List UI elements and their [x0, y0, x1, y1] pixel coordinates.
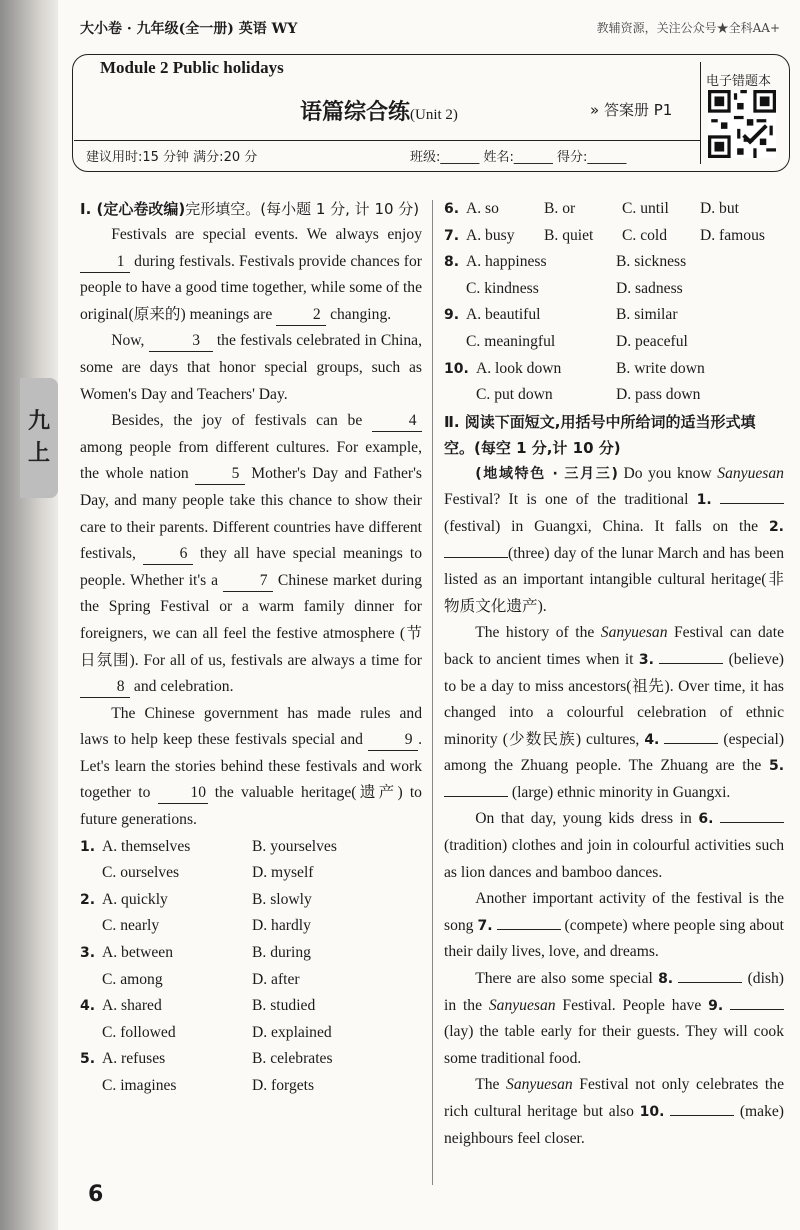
option-d[interactable]: D. myself: [252, 864, 314, 882]
text-run: Festival can date back to ancient times when it: [444, 624, 784, 668]
text-run: There are also some special: [475, 970, 653, 988]
cloze-blank-8[interactable]: 8: [80, 677, 130, 698]
option-a[interactable]: A. shared: [102, 997, 162, 1015]
gap-field-8[interactable]: [678, 968, 742, 983]
header-divider: [74, 140, 700, 141]
option-a[interactable]: A. busy: [466, 226, 515, 244]
option-d[interactable]: D. sadness: [616, 279, 683, 297]
text-run: the valuable heritage(遗产) to future generations.: [80, 784, 422, 829]
option-d[interactable]: D. peaceful: [616, 332, 688, 350]
option-b[interactable]: B. slowly: [252, 890, 312, 908]
cloze-paragraph-1: [80, 222, 422, 328]
option-row: [444, 329, 784, 356]
option-d[interactable]: D. after: [252, 970, 300, 988]
text-run: The history of the: [475, 624, 595, 642]
option-c[interactable]: C. followed: [102, 1023, 176, 1041]
text-run: Mother's Day and Father's Day, and many people take this chance to show their care to their parents. Different countries have different festivals,: [80, 465, 422, 563]
gap-number: 4.: [644, 731, 660, 748]
option-row: [80, 940, 422, 967]
cloze-blank-5[interactable]: 5: [195, 464, 245, 485]
option-row: [80, 1020, 422, 1047]
option-d[interactable]: D. forgets: [252, 1077, 315, 1094]
grade-side-tab: [20, 378, 58, 498]
option-b[interactable]: B. yourselves: [252, 837, 337, 855]
option-b[interactable]: B. during: [252, 944, 311, 962]
option-a[interactable]: A. beautiful: [466, 306, 541, 324]
option-b[interactable]: B. sickness: [616, 253, 687, 271]
text-run: Festival. People have: [562, 996, 702, 1014]
text-run: Chinese market during the Spring Festival or a warm family dinner for foreigners, we can all feel the festive atmosphere (节日氛围). For all of us, festivals are always a time for: [80, 571, 422, 669]
cloze-blank-1[interactable]: 1: [80, 252, 130, 273]
options-list-1-5: [80, 834, 422, 1100]
text-run: they all have special meanings to people. Whether it's a: [80, 545, 422, 589]
cloze-paragraph-4: [80, 701, 422, 834]
gap-field-3[interactable]: [659, 649, 723, 664]
title-unit: (Unit 2): [410, 107, 458, 123]
text-run: (festival) in Guangxi, China. It falls on the: [444, 517, 759, 535]
text-run: The Chinese government has made rules and laws to help keep these festivals special and: [80, 704, 422, 749]
cloze-blank-2[interactable]: 2: [276, 305, 326, 326]
gap-field-9[interactable]: [730, 995, 784, 1010]
gap-field-5[interactable]: [444, 782, 508, 797]
side-tab-char-1: 九: [27, 409, 50, 434]
student-info-fields: 班级:______ 姓名:______ 得分:______: [410, 150, 627, 165]
side-tab-char-2: 上: [27, 441, 50, 466]
question-number: 6.: [444, 201, 460, 217]
option-b[interactable]: B. quiet: [544, 226, 594, 244]
option-c[interactable]: C. among: [102, 970, 163, 988]
question-number: 9.: [444, 307, 460, 324]
cloze-blank-6[interactable]: 6: [143, 544, 193, 565]
qr-label: 电子错题本: [706, 74, 772, 89]
option-row: [80, 860, 422, 887]
gap-field-1[interactable]: [720, 489, 784, 504]
cloze-blank-7[interactable]: 7: [223, 571, 273, 592]
text-run: Festival? It is one of the traditional: [444, 491, 689, 509]
question-number: 8.: [444, 254, 460, 271]
module-title: Module 2 Public holidays: [100, 58, 284, 77]
option-a[interactable]: A. between: [102, 944, 174, 962]
text-run: (especial) among the Zhuang people. The Zhuang are the: [444, 730, 785, 775]
option-a[interactable]: A. refuses: [102, 1050, 166, 1068]
gap-field-6[interactable]: [720, 808, 784, 823]
text-run: The: [475, 1076, 500, 1094]
gap-number: 6.: [698, 811, 714, 828]
option-b[interactable]: B. studied: [252, 997, 316, 1015]
gap-number: 9.: [708, 997, 724, 1014]
gap-field-7[interactable]: [497, 915, 561, 930]
option-b[interactable]: B. celebrates: [252, 1050, 333, 1068]
scan-edge-shadow: [0, 0, 58, 1230]
gap-number: 8.: [658, 971, 674, 988]
book-title: 大小卷 · 九年级(全一册) 英语 WY: [80, 21, 298, 37]
option-row: [444, 356, 784, 383]
gapfill-paragraph-6: [444, 1072, 784, 1152]
cloze-blank-10[interactable]: 10: [158, 783, 208, 804]
text-run: (lay) the table early for their guests. They will cook some traditional food.: [444, 1023, 784, 1067]
option-c[interactable]: C. imagines: [102, 1077, 177, 1094]
option-c[interactable]: C. nearly: [102, 917, 160, 935]
page-number: 6: [88, 1182, 104, 1207]
text-run: among people from different cultures. For example, the whole nation: [80, 438, 422, 483]
section2-heading: Ⅱ. 阅读下面短文,用括号中所给词的适当形式填空。(每空 1 分,计 10 分): [444, 412, 756, 457]
option-row: [444, 196, 784, 223]
festival-name: Sanyuesan: [717, 464, 784, 482]
worksheet-title: [300, 95, 458, 126]
text-run: Festivals are special events. We always enjoy: [111, 226, 422, 243]
gap-number: 10.: [639, 1104, 665, 1120]
text-run: the festivals celebrated in China, some are days that honor special groups, such as Women's Day and Teachers' Day.: [80, 332, 422, 403]
option-b[interactable]: B. write down: [616, 359, 705, 377]
text-run: changing.: [330, 305, 392, 323]
qr-code-icon[interactable]: [708, 90, 776, 158]
option-d[interactable]: D. pass down: [616, 386, 701, 404]
text-run: (large) ethnic minority in Guangxi.: [511, 783, 731, 801]
text-run: (tradition) clothes and join in colourful activities such as lion dances and bamboo dances.: [444, 837, 784, 881]
gap-field-10[interactable]: [670, 1101, 734, 1116]
cloze-paragraph-3: [80, 408, 422, 701]
text-run: and celebration.: [133, 678, 234, 696]
question-number: 10.: [444, 360, 469, 377]
option-c[interactable]: C. put down: [476, 386, 553, 404]
gapfill-paragraph-5: [444, 966, 784, 1072]
option-row: [80, 967, 422, 994]
option-b[interactable]: B. similar: [616, 306, 678, 324]
question-number: 4.: [80, 998, 96, 1015]
festival-name: Sanyuesan: [506, 1076, 573, 1094]
text-run: Besides, the joy of festivals can be: [111, 412, 363, 430]
question-number: 2.: [80, 891, 96, 908]
text-run: On that day, young kids dress in: [475, 810, 692, 828]
question-number: 3.: [80, 945, 96, 962]
title-text: 语篇综合练: [300, 100, 411, 125]
text-run: during festivals. Festivals provide chances for people to have a good time together, while some of the original(原来的) meanings are: [80, 252, 422, 323]
option-a[interactable]: A. themselves: [102, 837, 191, 855]
text-run: Now,: [111, 332, 145, 350]
section1-heading-bold: Ⅰ. (定心卷改编): [80, 200, 186, 218]
right-column: [444, 196, 784, 1152]
text-run: (believe) to be a day to miss ancestors(祖先). Over time, it has changed into a colourful celebration of ethnic minority (少数民族) cultures,: [444, 650, 784, 748]
cloze-blank-9[interactable]: 9: [368, 730, 418, 751]
option-d[interactable]: D. explained: [252, 1023, 332, 1041]
option-row: [80, 993, 422, 1020]
question-number: 7.: [444, 227, 460, 244]
question-number: 1.: [80, 838, 96, 855]
text-run: (make) neighbours feel closer.: [444, 1103, 784, 1147]
option-c[interactable]: C. meaningful: [466, 332, 556, 350]
option-d[interactable]: D. but: [700, 200, 739, 217]
gap-number: 2.: [768, 518, 784, 535]
option-c[interactable]: C. cold: [622, 226, 668, 244]
time-score-info: 建议用时:15 分钟 满分:20 分: [86, 150, 258, 165]
gap-number: 1.: [696, 492, 712, 509]
option-a[interactable]: A. quickly: [102, 890, 168, 908]
text-run: Another important activity of the festival is the song: [444, 890, 784, 934]
option-d[interactable]: D. hardly: [252, 917, 311, 935]
section1-heading: [80, 196, 422, 222]
gap-number: 3.: [638, 651, 654, 668]
text-run: Festival not only celebrates the rich cultural heritage but also: [444, 1076, 784, 1120]
gapfill-paragraph-3: [444, 806, 784, 886]
cloze-paragraph-2: [80, 328, 422, 408]
top-note: 教辅资源，关注公众号★全科AA+: [596, 21, 780, 35]
option-row: [444, 302, 784, 329]
option-a[interactable]: A. look down: [476, 359, 562, 377]
cloze-blank-4[interactable]: 4: [372, 411, 422, 432]
gap-field-4[interactable]: [664, 729, 718, 744]
cloze-blank-3[interactable]: 3: [149, 331, 213, 352]
option-row: [444, 276, 784, 303]
option-row: [444, 249, 784, 276]
option-c[interactable]: C. ourselves: [102, 864, 180, 882]
gap-field-2[interactable]: [444, 543, 508, 558]
gapfill-paragraph-1: [444, 461, 784, 621]
options-list-6-10: [444, 196, 784, 409]
option-row: [444, 382, 784, 409]
option-row: [80, 913, 422, 940]
section1-heading-text: 完形填空。(每小题 1 分, 计 10 分): [185, 200, 420, 218]
option-a[interactable]: A. happiness: [466, 253, 547, 271]
gapfill-paragraph-4: [444, 886, 784, 966]
gap-number: 7.: [477, 917, 493, 934]
text-run: Do you know: [623, 464, 712, 482]
option-a[interactable]: A. so: [466, 200, 499, 217]
option-row: [444, 223, 784, 250]
festival-name: Sanyuesan: [488, 996, 556, 1014]
option-d[interactable]: D. famous: [700, 226, 765, 244]
option-row: [80, 887, 422, 914]
text-run: (three) day of the lunar March and has been listed as an important intangible cultural heritage(非物质文化遗产).: [444, 544, 784, 615]
festival-name: Sanyuesan: [600, 624, 668, 642]
option-c[interactable]: C. until: [622, 200, 669, 217]
option-c[interactable]: C. kindness: [466, 279, 539, 297]
column-divider: [432, 200, 433, 1185]
option-row: [80, 834, 422, 861]
text-run: . Let's learn the stories behind these festivals and work together to: [80, 731, 422, 802]
regional-tag: (地域特色 · 三月三): [475, 465, 618, 482]
gapfill-paragraph-2: [444, 620, 784, 806]
option-row: [80, 1073, 422, 1100]
text-run: (dish) in the: [444, 970, 784, 1014]
cloze-section: [80, 196, 422, 1100]
question-number: 5.: [80, 1051, 96, 1068]
gap-number: 5.: [768, 758, 785, 775]
text-run: (compete) where people sing about their daily lives, love, and dreams.: [444, 916, 784, 961]
option-b[interactable]: B. or: [544, 200, 576, 217]
option-row: [80, 1046, 422, 1073]
answer-reference: » 答案册 P1: [590, 101, 673, 119]
